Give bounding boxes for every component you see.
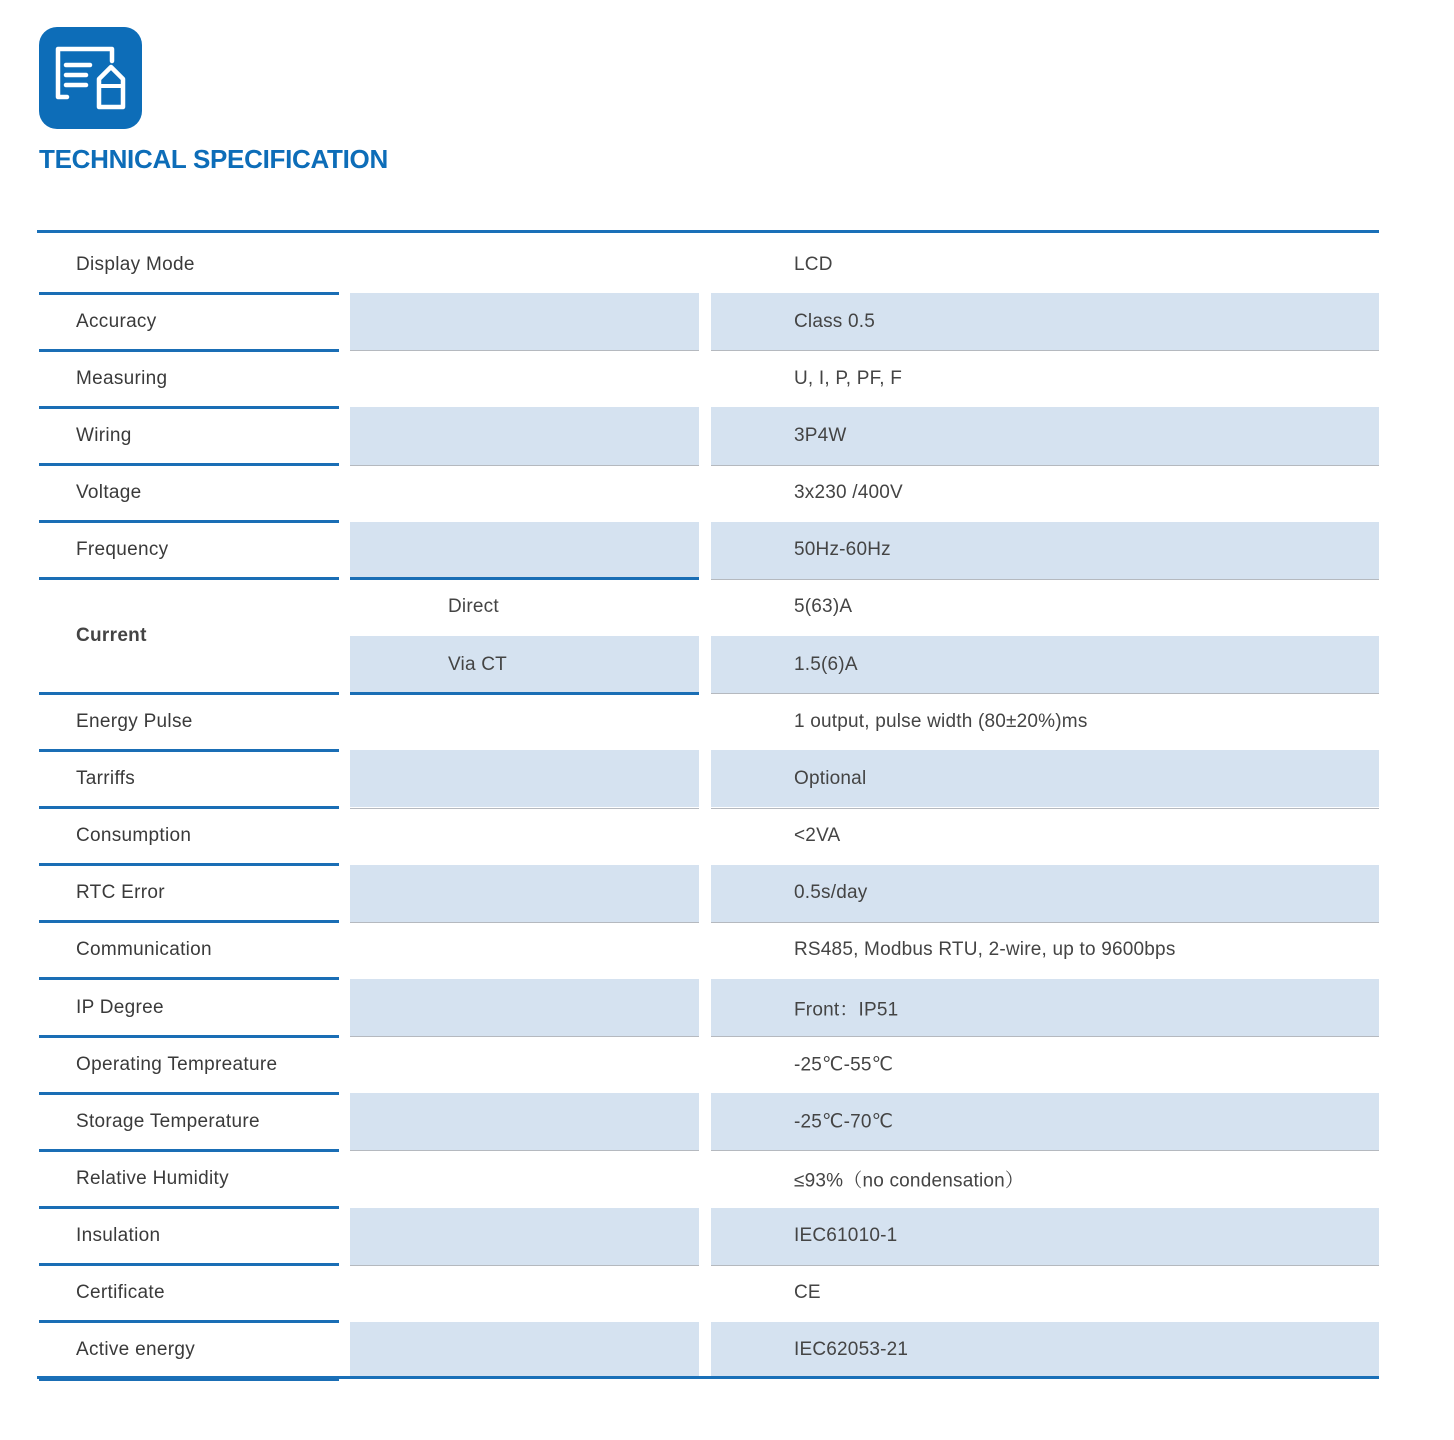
row-rule-value [711, 1150, 1379, 1151]
label-rule [39, 1206, 339, 1209]
row-rule-value [711, 465, 1379, 466]
spec-label: Active energy [76, 1339, 196, 1361]
label-rule [39, 1092, 339, 1095]
spec-label: Tarriffs [76, 767, 136, 789]
row-rule-mid [350, 922, 699, 923]
spec-value: Optional [794, 767, 867, 789]
label-rule [39, 1035, 339, 1038]
row-shade-mid [350, 979, 699, 1036]
spec-value: 1.5(6)A [794, 653, 858, 675]
label-rule [39, 349, 339, 352]
label-rule [39, 749, 339, 752]
row-rule-mid [350, 1265, 699, 1266]
row-rule-value [711, 693, 1379, 694]
label-rule [39, 1149, 339, 1152]
row-shade-mid [350, 865, 699, 922]
row-shade-mid [350, 1208, 699, 1265]
row-rule-value [711, 1265, 1379, 1266]
row-rule-value [711, 1036, 1379, 1037]
spec-label: Accuracy [76, 310, 157, 332]
spec-value: CE [794, 1282, 821, 1304]
spec-label: Communication [76, 939, 212, 961]
label-rule [39, 692, 339, 695]
row-rule-mid [350, 1150, 699, 1151]
row-rule-mid [350, 350, 699, 351]
spec-label: Insulation [76, 1225, 161, 1247]
spec-label: Current [76, 625, 147, 647]
row-rule-mid [350, 808, 699, 809]
row-rule-value [711, 808, 1379, 809]
spec-label: Consumption [76, 825, 192, 847]
row-rule-value [711, 350, 1379, 351]
row-rule-mid [350, 577, 699, 580]
spec-label: RTC Error [76, 882, 165, 904]
spec-sublabel: Direct [448, 596, 499, 618]
row-shade-mid [350, 522, 699, 579]
row-shade-mid [350, 750, 699, 807]
spec-label: Display Mode [76, 253, 195, 275]
spec-value: RS485, Modbus RTU, 2-wire, up to 9600bps [794, 939, 1176, 961]
page-title: TECHNICAL SPECIFICATION [39, 144, 388, 174]
spec-value: -25℃-70℃ [794, 1111, 894, 1133]
spec-value: IEC62053-21 [794, 1339, 909, 1361]
spec-value: LCD [794, 253, 833, 275]
row-rule-value [711, 922, 1379, 923]
label-rule [39, 463, 339, 466]
spec-label: IP Degree [76, 996, 164, 1018]
row-shade-mid [350, 407, 699, 464]
spec-label: Frequency [76, 539, 169, 561]
spec-value: 1 output, pulse width (80±20%)ms [794, 710, 1088, 732]
spec-value: Front：IP51 [794, 999, 899, 1021]
spec-label: Measuring [76, 367, 168, 389]
spec-value: <2VA [794, 825, 841, 847]
spec-label: Energy Pulse [76, 710, 193, 732]
row-rule-mid [350, 465, 699, 466]
spec-label: Voltage [76, 482, 142, 504]
spec-value: 5(63)A [794, 596, 853, 618]
row-rule-mid [350, 1036, 699, 1037]
label-rule [39, 520, 339, 523]
spec-label: Relative Humidity [76, 1167, 229, 1189]
spec-label: Certificate [76, 1282, 165, 1304]
spec-value: ≤93%（no condensation） [794, 1170, 1025, 1192]
spec-value: 3x230 /400V [794, 482, 903, 504]
spec-label: Operating Tempreature [76, 1053, 278, 1075]
spec-label: Wiring [76, 425, 132, 447]
spec-value: U, I, P, PF, F [794, 367, 903, 389]
row-shade-mid [350, 1322, 699, 1379]
spec-value: 3P4W [794, 425, 847, 447]
row-rule-mid [350, 692, 699, 695]
label-rule [39, 1263, 339, 1266]
label-rule [39, 406, 339, 409]
row-shade-mid [350, 1093, 699, 1150]
label-rule [39, 920, 339, 923]
spec-value: -25℃-55℃ [794, 1054, 894, 1076]
label-rule [39, 292, 339, 295]
table-bottom-rule [37, 1376, 1379, 1379]
row-shade-mid [350, 293, 699, 350]
spec-value: 50Hz-60Hz [794, 539, 891, 561]
spec-value: Class 0.5 [794, 310, 876, 332]
label-rule [39, 1320, 339, 1323]
spec-label: Storage Temperature [76, 1110, 260, 1132]
label-rule [39, 577, 339, 580]
label-rule [39, 806, 339, 809]
label-rule [39, 977, 339, 980]
label-rule [39, 863, 339, 866]
row-shade-mid [350, 636, 699, 693]
row-rule-value [711, 579, 1379, 580]
spec-value: 0.5s/day [794, 882, 868, 904]
spec-sublabel: Via CT [448, 653, 507, 675]
spec-value: IEC61010-1 [794, 1225, 898, 1247]
